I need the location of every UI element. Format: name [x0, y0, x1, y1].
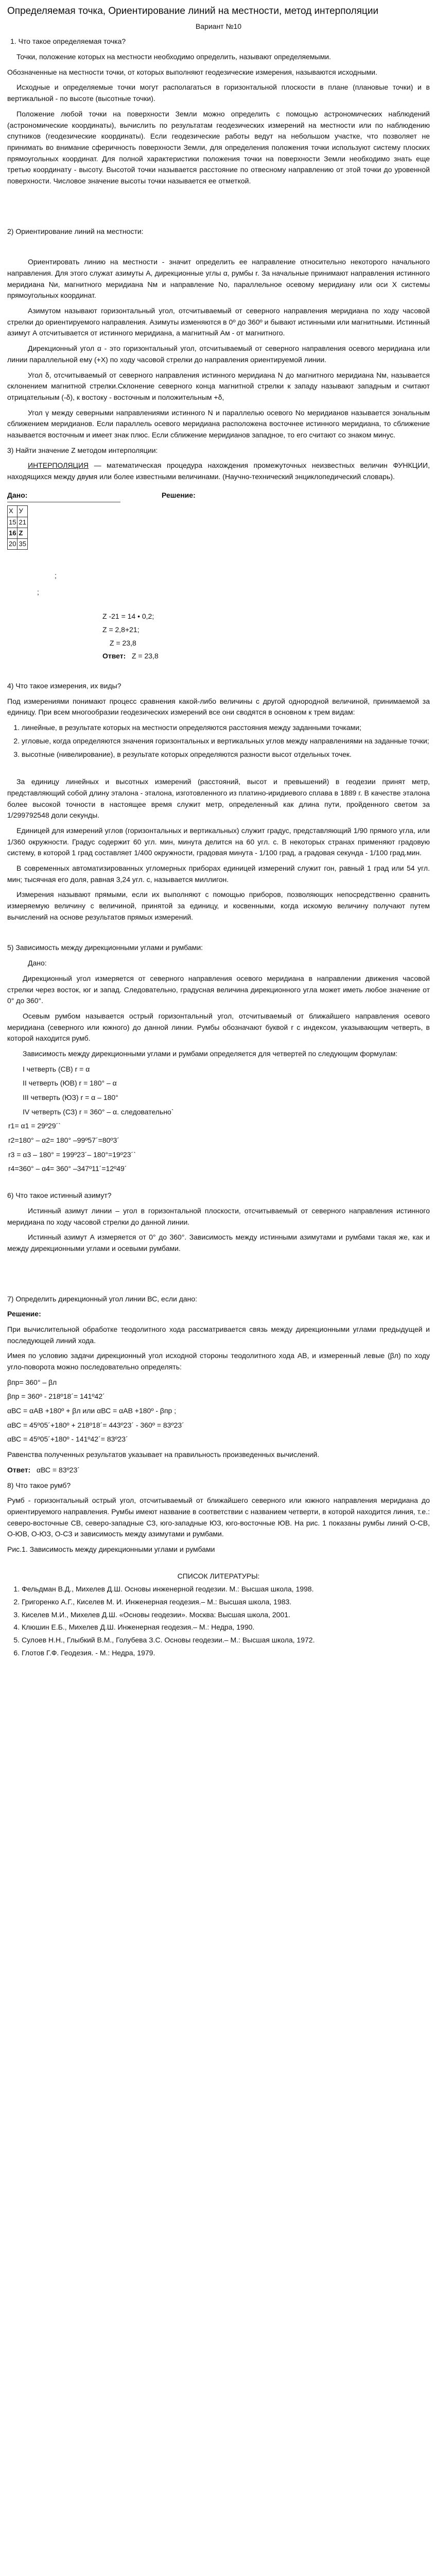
s8-figure-caption: Рис.1. Зависимость между дирекционными углами и румбами — [7, 1545, 215, 1553]
s7-answer-label: Ответ: — [7, 1465, 31, 1474]
s7-line-2: βпр = 360º - 218º18´= 141º42´ — [7, 1392, 105, 1401]
s7-line-1: βпр= 360° – βл — [7, 1378, 57, 1386]
s7-line-4: αВС = 45º05´+180º + 218º18´= 443º23´ - 360º = 83º23´ — [7, 1420, 184, 1429]
s3-definition — [7, 460, 430, 482]
s8-question: 8) Что такое румб? — [7, 1481, 71, 1489]
s2-p3: Дирекционный угол α - это горизонтальный угол, отсчитываемый от северного направления осевого меридиана или линии параллельной ему (+Х) по ходу часовой стрелки до направления ориентируемой линии. — [7, 344, 430, 364]
s1-question: 1. Что такое определяемая точка? — [10, 37, 126, 46]
s5-dano: Дано: — [28, 959, 47, 968]
s4-question: 4) Что такое измерения, их виды? — [7, 682, 121, 690]
list-item: 6. Глотов Г.Ф. Геодезия. - М.: Недра, 1979. — [22, 1648, 430, 1659]
s2-p4: Угол δ, отсчитываемый от северного направления истинного меридиана N до магнитного меридиана Nм, называется склонением магнитной стрелки.Склонение северного конца магнитной стрелки к западу называют западным и считают отрицательным (-δ), к востоку - восточным и положительным +δ, — [7, 370, 430, 401]
s7-p3: Равенства полученных результатов указывает на правильность произведенных вычислений. — [7, 1450, 320, 1459]
list-item: 2. угловые, когда определяются значения горизонтальных и вертикальных углов между направлениями на заданные точки; — [22, 736, 430, 747]
s5-p2: Осевым румбом называется острый горизонтальный угол, отсчитываемый от ближайшего направления осевого меридиана (северного или южного) до данной линии. Румбы обозначают буквой r с индексом, указывающим четверть, в которой находится румб. — [7, 1011, 430, 1043]
s7-answer-value: αВС = 83º23´ — [36, 1465, 80, 1474]
document-title: Определяемая точка, Ориентирование линий на местности, метод интерполяции — [7, 6, 379, 16]
s3-dano-label: Дано: — [7, 490, 28, 499]
s7-p2: Имея по условию задачи дирекционный угол исходной стороны теодолитного хода АВ, и измеренный левые (βл) по ходу угло-поворота можно последовательно определять: — [7, 1351, 430, 1371]
table-cell: 21 — [18, 517, 27, 528]
table-row — [8, 506, 28, 517]
list-item: 1. линейные, в результате которых на местности определяются расстояния между заданными точками; — [22, 722, 430, 734]
s4-list — [7, 722, 430, 760]
s3-reshenie-label: Решение: — [162, 490, 196, 499]
table-cell: Z — [18, 528, 27, 538]
s3-formula-3: Z = 23,8 — [110, 638, 136, 647]
s3-answer — [102, 651, 430, 662]
list-item: 1. Фельдман В.Д., Михелев Д.Ш. Основы инженерной геодезии. М.: Высшая школа, 1998. — [22, 1584, 430, 1595]
table-cell: 20 — [8, 538, 18, 549]
references-list — [7, 1584, 430, 1658]
s3-dano-row — [7, 490, 430, 501]
s3-answer-value: Z = 23,8 — [131, 652, 159, 660]
s4-p3: Единицей для измерений углов (горизонтальных и вертикальных) служит градус, представляющий 1/90 прямого угла, или 1/360 окружности. Градус содержит 60 угл. мин, минута делится на 60 угл. с. В некоторых странах применяют градовую систему, в которой 1 град составляет 1/400 окружности, градовая минута - 1/100 град, а градовая секунда - 1/100 град.мин. — [7, 826, 430, 857]
s5-r3: r3 = α3 – 180° = 199º23´– 180°=19º23´` — [8, 1150, 136, 1159]
s5-results — [8, 1121, 430, 1175]
s5-quarter-2: II четверть (ЮВ) r = 180° – α — [23, 1079, 117, 1088]
s7-answer — [7, 1465, 430, 1476]
references-title: СПИСОК ЛИТЕРАТУРЫ: — [177, 1571, 260, 1580]
s5-r4: r4=360° – α4= 360° –347º11´=12º49´ — [8, 1164, 127, 1173]
s8-p1: Румб - горизонтальный острый угол, отсчитываемый от ближайшего северного или южного направления меридиана до ориентируемого направления. Румбы имеют название в соответствии с названием четверти, в которой находится линия, т.е.: северо-восточные СВ, северо-западные СЗ, юго-западные ЮЗ, юго-восточные ЮВ. На рис. 1 показаны румбы линий О-СВ, О-ЮВ, О-ЮЗ, О-СЗ и зависимость между азимутами и румбами. — [7, 1496, 430, 1538]
s5-r2: r2=180° – α2= 180° –99º57´=80º3´ — [8, 1136, 119, 1145]
s4-p5: Измерения называют прямыми, если их выполняют с помощью приборов, позволяющих непосредственно сравнить измеряемую величину с величиной, принятой за единицу, и косвенными, когда искомую величину получают путем вычислений на основе результатов прямых измерений. — [7, 890, 430, 921]
s7-line-3: αВС = αАВ +180º + βл или αВС = αАВ +180º - βпр ; — [7, 1406, 177, 1415]
s4-p1: Под измерениями понимают процесс сравнения какой-либо величины с другой однородной величиной, принимаемой за единицу. При всем многообразии геодезических измерений все они сводятся в основном к трем видам: — [7, 697, 430, 717]
s2-p5: Угол γ между северными направлениями истинного N и параллелью осевого No меридианов называется зональным сближением меридианов. Если параллель осевого меридиана расположена восточнее истинного меридиана, то сближение называется восточным и имеет знак плюс. Если сближение меридианов западное, то его считают со знаком минус. — [7, 408, 430, 439]
s5-r1: r1= α1 = 29º29´` — [8, 1122, 61, 1130]
list-item: 2. Григоренко А.Г., Киселев М. И. Инженерная геодезия.– М.: Высшая школа, 1983. — [22, 1597, 430, 1608]
table-row — [8, 517, 28, 528]
s1-p1: Точки, положение которых на местности необходимо определить, называют определяемыми. — [16, 53, 331, 61]
list-item: 3. высотные (нивелирование), в результате которых определяются разности высот отдельных точек. — [22, 749, 430, 760]
s7-p1: При вычислительной обработке теодолитного хода рассматривается связь между дирекционными углами предыдущей и последующей линий хода. — [7, 1325, 430, 1345]
s6-question: 6) Что такое истинный азимут? — [7, 1191, 112, 1200]
s5-quarter-3: III четверть (ЮЗ) r = α – 180° — [23, 1093, 118, 1101]
s6-p1: Истинный азимут линии – угол в горизонтальной плоскости, отсчитываемый от северного направления истинного меридиана по ходу часовой стрелки до данной линии. — [7, 1206, 430, 1226]
s5-quarter-formulas — [7, 1064, 430, 1118]
s7-question: 7) Определить дирекционный угол линии ВС, если дано: — [7, 1294, 198, 1303]
s3-term: ИНТЕРПОЛЯЦИЯ — [28, 461, 89, 470]
s1-p3: Исходные и определяемые точки могут располагаться в горизонтальной плоскости в плане (плановые точки) и в вертикальной - по высоте (высотные точки). — [7, 83, 430, 103]
table-cell: X — [8, 506, 18, 517]
s7-line-5: αВС = 45º05´+180º - 141º42´= 83º23´ — [7, 1435, 128, 1444]
s7-reshenie: Решение: — [7, 1310, 41, 1318]
s3-data-table — [7, 505, 28, 550]
s3-colon-2: ; — [37, 587, 39, 596]
table-cell: У — [18, 506, 27, 517]
table-row — [8, 528, 28, 538]
s2-p1: Ориентировать линию на местности - значит определить ее направление относительно некоторого начального направления. Для этого служат азимуты А, дирекционные углы α, румбы r. За начальные принимают направления истинного меридиана Nи, магнитного меридиана Nм и направление Nо, параллельное осевому меридиану или оси Х системы прямоугольных координат. — [7, 258, 430, 300]
s3-def-text: — математическая процедура нахождения промежуточных неизвестных величин ФУНКЦИИ, находящихся между двумя или более известными величинами. (Научно-технический энциклопедический словарь). — [7, 461, 430, 481]
s2-question: 2) Ориентирование линий на местности: — [7, 227, 144, 235]
s6-p2: Истинный азимут А измеряется от 0° до 360°. Зависимость между истинными азимутами и румбами такая же, как и между дирекционными углами и осевыми румбами. — [7, 1233, 430, 1252]
s5-p1: Дирекционный угол измеряется от северного направления осевого меридиана в направлении движения часовой стрелки через восток, юг и запад. Следовательно, градусная величина дирекционного угла может иметь любое значение от 0° до 360°. — [7, 974, 430, 1005]
s3-question: 3) Найти значение Z методом интерполяции: — [7, 446, 158, 454]
list-item: 5. Сулоев Н.Н., Глыбкий В.М., Голубева З.С. Основы геодезии.– М.: Высшая школа, 1972. — [22, 1635, 430, 1646]
s5-quarter-4: IV четверть (СЗ) r = 360° – α. следовательно` — [23, 1107, 174, 1116]
table-row — [8, 538, 28, 549]
s4-p4: В современных автоматизированных угломерных приборах единицей измерений служит гон, равный 1 град или 54 угл. мин; тысячная его доля, равная 3,24 угл. с, называется миллигон. — [7, 864, 430, 884]
s5-question: 5) Зависимость между дирекционными углами и румбами: — [7, 943, 203, 952]
table-cell: 35 — [18, 538, 27, 549]
table-cell: 15 — [8, 517, 18, 528]
list-item: 4. Клюшин Е.Б., Михелев Д.Ш. Инженерная геодезия.– М.: Недра, 1990. — [22, 1622, 430, 1633]
list-item: 3. Киселев М.И., Михелев Д.Ш. «Основы геодезии». Москва: Высшая школа, 2001. — [22, 1609, 430, 1621]
s2-p2: Азимутом называют горизонтальный угол, отсчитываемый от северного направления меридиана по ходу часовой стрелки до ориентируемого направления. Азимуты изменяются в 0º до 360º и бывают истинными или магнитными. Истинный азимут А отсчитывается от истинного меридиана, а магнитный Ам - от магнитного. — [7, 307, 430, 337]
s5-p3: Зависимость между дирекционными углами и румбами определяется для четвертей по следующим формулам: — [23, 1049, 398, 1058]
table-cell: 16 — [8, 528, 18, 538]
s3-formulas — [102, 611, 430, 662]
s3-formula-1: Z -21 = 14 • 0,2; — [102, 612, 154, 621]
s3-answer-label: Ответ: — [102, 652, 126, 660]
s3-colon-1: ; — [55, 571, 57, 580]
s3-formula-2: Z = 2,8+21; — [102, 625, 139, 634]
s1-p4: Положение любой точки на поверхности Земли можно определить с помощью астрономических наблюдений (астрономические координаты), вычислить по результатам геодезических измерений на местности или по наблюдению спутников (геодезические координаты). Если геодезические работы ведут на небольшом участке, что позволяет не принимать во внимание сферичность поверхности Земли, для определения положения точки используют систему плоских прямоугольных координат. Для полной характеристики положения точки на поверхности Земли необходимо знать еще третью координату - высоту. Высотой точки называется расстояние по отвесному направлению от этой точки до уровенной поверхности. Числовое значение высоты точки называется ее отметкой. — [7, 109, 430, 185]
variant-label: Вариант №10 — [195, 22, 242, 30]
s5-quarter-1: I четверть (СВ) r = α — [23, 1064, 90, 1073]
s4-p2: За единицу линейных и высотных измерений (расстояний, высот и превышений) в геодезии принят метр, представляющий собой длину эталона - эталона, изготовленного из платино-иридиевого сплава в 1889 г. В качестве эталона более высокой точности в настоящее время служит метр, определенный как длина пути, пройденного светом за 1/299792548 доли секунды. — [7, 777, 430, 820]
s7-calculations — [7, 1377, 430, 1445]
s1-p2: Обозначенные на местности точки, от которых выполняют геодезические измерения, называются исходными. — [7, 67, 377, 76]
